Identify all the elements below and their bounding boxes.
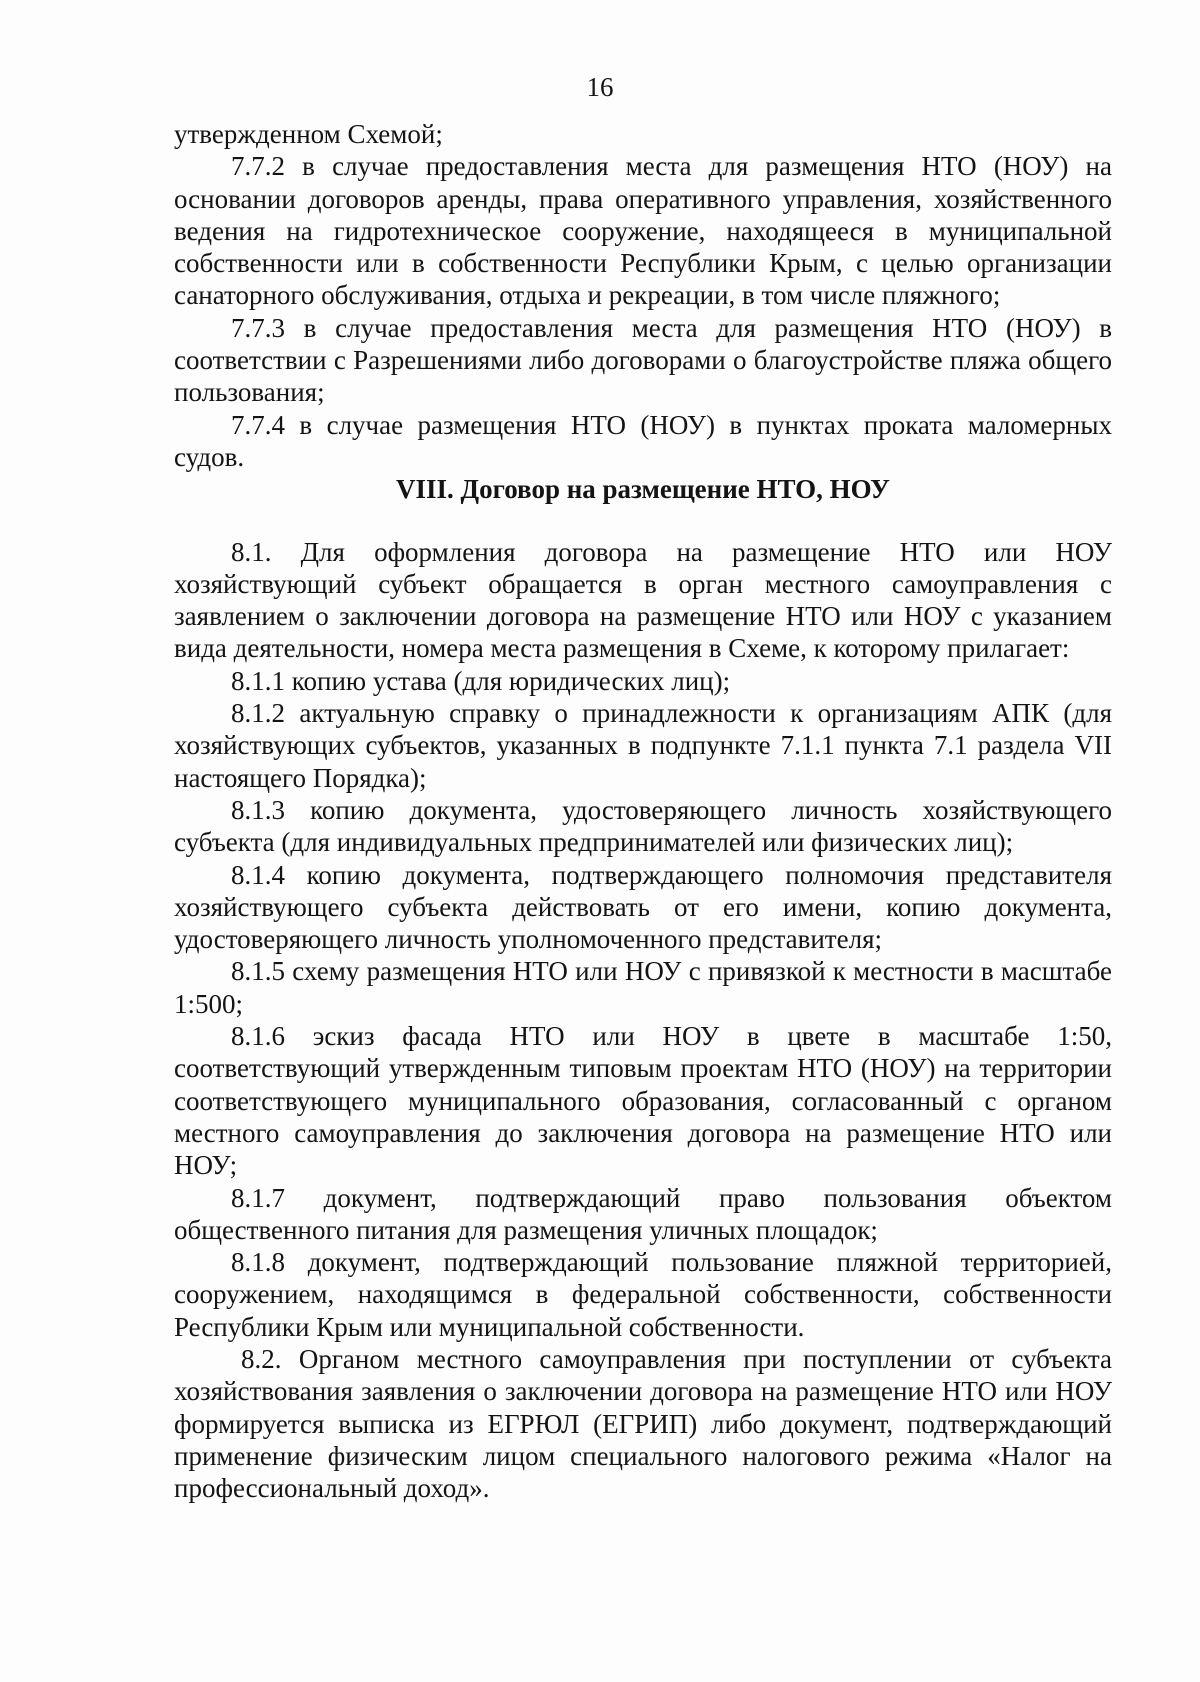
paragraph: 8.1.3 копию документа, удостоверяющего личность хозяйствующего субъекта (для индивидуальных предпринимателей или физических лиц); [174, 794, 1112, 858]
paragraph: 8.1.2 актуальную справку о принадлежности к организациям АПК (для хозяйствующих субъектов, указанных в подпункте 7.1.1 пункта 7.1 раздела VII настоящего Порядка); [174, 698, 1112, 793]
paragraph: утвержденном Схемой; [174, 119, 443, 149]
paragraph: 8.1. Для оформления договора на размещение НТО или НОУ хозяйствующий субъект обращается в орган местного самоуправления с заявлением о заключении договора на размещение НТО или НОУ с указанием вида деятельности, номера места размещения в Схеме, к которому прилагает: [174, 536, 1112, 664]
paragraph: 8.1.6 эскиз фасада НТО или НОУ в цвете в масштабе 1:50, соответствующий утвержденным типовым проектам НТО (НОУ) на территории соответствующего муниципального образования, согласованный с органом местного самоуправления до заключения договора на размещение НТО или НОУ; [174, 1021, 1112, 1181]
paragraph: 7.7.2 в случае предоставления места для размещения НТО (НОУ) на основании договоров аренды, права оперативного управления, хозяйственного ведения на гидротехническое сооружение, находящееся в муниципальной собственности или в собственности Республики Крым, с целью организации санаторного обслуживания, отдыха и рекреации, в том числе пляжного; [174, 151, 1112, 311]
paragraph: 8.1.5 схему размещения НТО или НОУ с привязкой к местности в масштабе 1:500; [174, 956, 1112, 1019]
section-heading: VIII. Договор на размещение НТО, НОУ [396, 474, 890, 505]
paragraph: 8.1.1 копию устава (для юридических лиц); [231, 665, 731, 696]
page-number: 16 [586, 72, 614, 102]
paragraph: 7.7.4 в случае размещения НТО (НОУ) в пунктах проката маломерных судов. [174, 409, 1112, 472]
paragraph: 8.2. Органом местного самоуправления при поступлении от субъекта хозяйствования заявления о заключении договора на размещение НТО или НОУ формируется выписка из ЕГРЮЛ (ЕГРИП) либо документ, подтверждающий применение физическим лицом специального налогового режима «Налог на профессиональный доход». [174, 1343, 1112, 1504]
document-body [174, 118, 1112, 1504]
paragraph: 8.1.4 копию документа, подтверждающего полномочия представителя хозяйствующего субъекта действовать от его имени, копию документа, удостоверяющего личность уполномоченного представителя; [174, 859, 1112, 955]
paragraph: 7.7.3 в случае предоставления места для размещения НТО (НОУ) в соответствии с Разрешениями либо договорами о благоустройстве пляжа общего пользования; [174, 312, 1112, 408]
paragraph: 8.1.8 документ, подтверждающий пользование пляжной территорией, сооружением, находящимся в федеральной собственности, собственности Республики Крым или муниципальной собственности. [174, 1247, 1112, 1342]
paragraph: 8.1.7 документ, подтверждающий право пользования объектом общественного питания для размещения уличных площадок; [174, 1182, 1112, 1245]
